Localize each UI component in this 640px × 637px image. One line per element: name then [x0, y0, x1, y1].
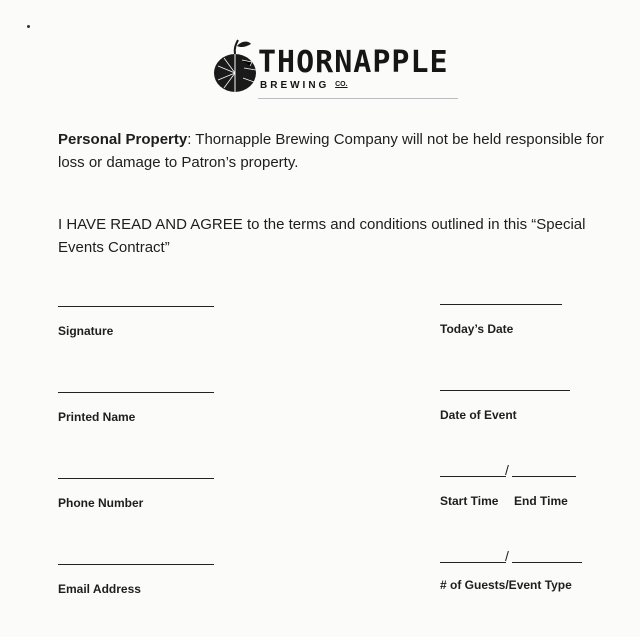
- end-time-label: End Time: [514, 494, 568, 508]
- logo-divider: [258, 98, 458, 99]
- email-address-line[interactable]: [58, 564, 214, 565]
- guests-event-type-field: [440, 548, 590, 602]
- phone-number-line[interactable]: [58, 478, 214, 479]
- personal-property-heading: Personal Property: [58, 131, 188, 148]
- brand-name: THORNAPPLE: [258, 45, 449, 80]
- start-time-line[interactable]: [440, 476, 506, 477]
- time-separator: /: [505, 462, 509, 478]
- signature-line[interactable]: [58, 306, 214, 307]
- agreement-clause: I HAVE READ AND AGREE to the terms and conditions outlined in this “Special Events Contract”: [58, 216, 586, 256]
- guests-line[interactable]: [440, 562, 506, 563]
- guests-separator: /: [505, 548, 509, 564]
- end-time-line[interactable]: [512, 476, 576, 477]
- signature-label: Signature: [58, 324, 114, 338]
- event-type-line[interactable]: [512, 562, 582, 563]
- email-address-label: Email Address: [58, 582, 141, 596]
- printed-name-line[interactable]: [58, 392, 214, 393]
- thornapple-fruit-icon: [212, 38, 258, 100]
- todays-date-label: Today’s Date: [440, 322, 514, 336]
- date-of-event-line[interactable]: [440, 390, 570, 391]
- brand-subtitle: [260, 80, 348, 91]
- brand-co: CO.: [335, 81, 348, 88]
- event-time-field: [440, 462, 580, 516]
- printed-name-label: Printed Name: [58, 410, 136, 424]
- personal-property-clause: [58, 128, 618, 174]
- todays-date-line[interactable]: [440, 304, 562, 305]
- date-of-event-label: Date of Event: [440, 408, 517, 422]
- scan-speck: [27, 25, 30, 28]
- start-time-label: Start Time: [440, 494, 499, 508]
- guests-event-type-label: # of Guests/Event Type: [440, 578, 572, 592]
- personal-property-text: : Thornapple Brewing Company will not be held responsible for loss or damage to Patron’s property.: [58, 131, 604, 171]
- phone-number-label: Phone Number: [58, 496, 144, 510]
- brand-sub-text: BREWING: [260, 80, 330, 91]
- brand-logo: [212, 38, 462, 100]
